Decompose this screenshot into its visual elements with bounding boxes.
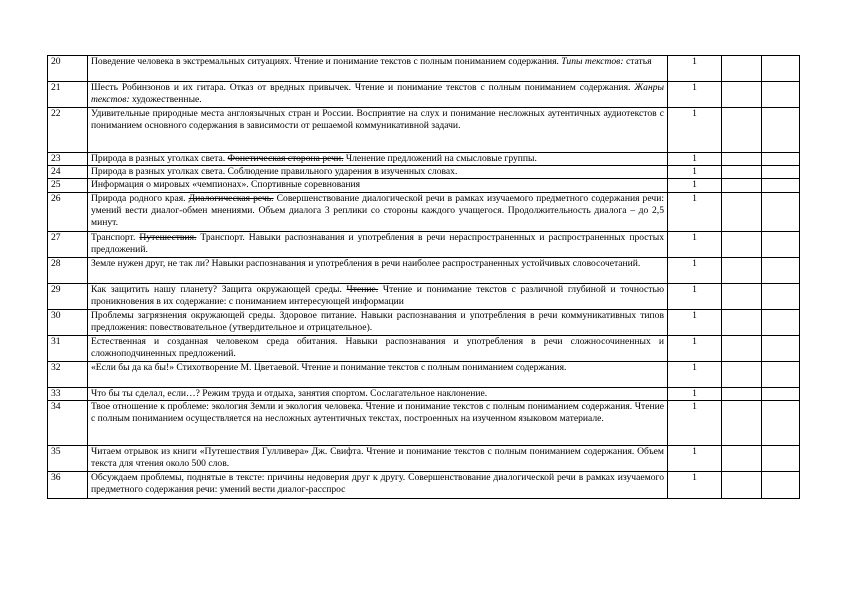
date-cell — [762, 400, 800, 445]
lesson-hours: 1 — [668, 153, 722, 166]
lesson-hours: 1 — [668, 56, 722, 82]
lesson-topic-text: Удивительные природные места англоязычных стран и России. Восприятие на слух и понимание несложных аутентичных аудиотекстов с пониманием основного содержания в зависимости от решаемой коммуникативной задачи. — [91, 108, 664, 132]
table-row — [48, 471, 800, 498]
lesson-topic-struck: Фонетическая сторона речи. — [227, 153, 344, 164]
lesson-topic-text-continued: статья — [623, 56, 652, 67]
date-cell — [722, 471, 762, 498]
table-row — [48, 108, 800, 153]
lesson-topic — [88, 361, 668, 387]
lesson-topic — [88, 335, 668, 361]
lesson-number: 33 — [48, 387, 88, 400]
lesson-hours: 1 — [668, 179, 722, 192]
table-row — [48, 335, 800, 361]
lesson-topic — [88, 445, 668, 471]
lesson-topic-italic: Жанры текстов: — [91, 82, 664, 106]
lesson-topic-struck: Диалогическая речь. — [188, 192, 274, 204]
date-cell — [722, 400, 762, 445]
lesson-number: 29 — [48, 283, 88, 309]
date-cell — [762, 257, 800, 283]
lesson-hours: 1 — [668, 231, 722, 257]
lesson-topic-text: Читаем отрывок из книги «Путешествия Гулливера» Дж. Свифта. Чтение и понимание текстов с полным пониманием содержания. Объем текста для чтения около 500 слов. — [91, 445, 664, 470]
lesson-hours: 1 — [668, 400, 722, 445]
lesson-number: 34 — [48, 400, 88, 445]
table-row — [48, 56, 800, 82]
date-cell — [762, 179, 800, 192]
date-cell — [722, 192, 762, 231]
date-cell — [722, 108, 762, 153]
lesson-topic-text-continued: художественные. — [129, 94, 202, 106]
lesson-topic — [88, 309, 668, 335]
lesson-hours: 1 — [668, 257, 722, 283]
lesson-topic — [88, 166, 668, 179]
lesson-number: 35 — [48, 445, 88, 471]
lesson-topic — [88, 387, 668, 400]
lesson-number: 23 — [48, 153, 88, 166]
lesson-topic-text-continued: Чтение и понимание текстов с различной глубиной и точностью проникновения в их содержание: с пониманием интересующей информации — [91, 283, 664, 307]
lesson-plan-table — [47, 55, 800, 499]
table-row — [48, 231, 800, 257]
date-cell — [722, 283, 762, 309]
table-row — [48, 192, 800, 231]
lesson-topic — [88, 257, 668, 283]
lesson-topic-text: Природа родного края. — [91, 192, 189, 204]
lesson-number: 30 — [48, 309, 88, 335]
date-cell — [722, 445, 762, 471]
lesson-topic — [88, 231, 668, 257]
table-row — [48, 400, 800, 445]
lesson-topic-text: Шесть Робинзонов и их гитара. Отказ от вредных привычек. Чтение и понимание текстов с полным пониманием содержания. — [91, 82, 635, 93]
lesson-number: 20 — [48, 56, 88, 82]
lesson-topic-text: Поведение человека в экстремальных ситуациях. Чтение и понимание текстов с полным пониманием содержания. — [91, 56, 562, 67]
lesson-topic-text: Земле нужен друг, не так ли? Навыки распознавания и употребления в речи наиболее распространенных устойчивых словосочетаний. — [91, 257, 641, 269]
lesson-hours: 1 — [668, 309, 722, 335]
table-row — [48, 283, 800, 309]
date-cell — [722, 179, 762, 192]
lesson-number: 28 — [48, 257, 88, 283]
lesson-topic-text: Твое отношение к проблеме: экология Земли и экология человека. Чтение и понимание текстов с полным пониманием содержания. Чтение с полным пониманием осуществляется на несложных аутентичных текстах, построенных на изученном языковом материале. — [91, 400, 664, 425]
table-row — [48, 82, 800, 108]
lesson-topic-text: Транспорт. — [91, 231, 140, 243]
date-cell — [762, 231, 800, 257]
lesson-topic-text: Естественная и созданная человеком среда обитания. Навыки распознавания и употребления в речи сложносочиненных и сложноподчиненных предложений. — [91, 335, 664, 359]
date-cell — [762, 82, 800, 108]
lesson-hours: 1 — [668, 108, 722, 153]
lesson-number: 32 — [48, 361, 88, 387]
table-row — [48, 179, 800, 192]
lesson-topic-struck: Чтение. — [346, 283, 379, 295]
date-cell — [762, 361, 800, 387]
lesson-topic — [88, 153, 668, 166]
date-cell — [722, 231, 762, 257]
lesson-topic-text: Природа в разных уголках света. Соблюдение правильного ударения в изученных словах. — [91, 166, 458, 178]
lesson-topic-text: Проблемы загрязнения окружающей среды. Здоровое питание. Навыки распознавания и употребления в речи коммуникативных типов предложения: повествовательное (утвердительное и отрицательное). — [91, 309, 664, 333]
date-cell — [762, 387, 800, 400]
lesson-number: 25 — [48, 179, 88, 192]
lesson-plan-body — [48, 56, 800, 499]
date-cell — [722, 335, 762, 361]
table-row — [48, 257, 800, 283]
date-cell — [762, 335, 800, 361]
lesson-topic-text: Информация о мировых «чемпионах». Спортивные соревнования — [91, 179, 361, 191]
lesson-topic-text: Как защитить нашу планету? Защита окружающей среды. — [91, 283, 347, 295]
lesson-hours: 1 — [668, 445, 722, 471]
lesson-number: 31 — [48, 335, 88, 361]
date-cell — [762, 283, 800, 309]
lesson-topic-text: Обсуждаем проблемы, поднятые в тексте: причины недоверия друг к другу. Совершенствование диалогической речи в рамках изучаемого предметного содержания речи: умений вести диалог-расспрос — [91, 471, 664, 496]
table-row — [48, 153, 800, 166]
lesson-topic-text: Природа в разных уголках света. — [91, 153, 228, 164]
date-cell — [762, 108, 800, 153]
table-row — [48, 166, 800, 179]
lesson-hours: 1 — [668, 361, 722, 387]
lesson-hours: 1 — [668, 166, 722, 179]
lesson-topic — [88, 192, 668, 231]
date-cell — [762, 153, 800, 166]
lesson-hours: 1 — [668, 471, 722, 498]
lesson-hours: 1 — [668, 335, 722, 361]
lesson-topic-text: «Если бы да ка бы!» Стихотворение М. Цветаевой. Чтение и понимание текстов с полным пониманием содержания. — [91, 361, 567, 373]
lesson-topic — [88, 471, 668, 498]
lesson-topic — [88, 82, 668, 108]
lesson-number: 36 — [48, 471, 88, 498]
lesson-topic-italic: Типы текстов: — [561, 56, 624, 67]
date-cell — [722, 361, 762, 387]
lesson-topic-text-continued: Транспорт. Навыки распознавания и употребления в речи нераспространенных и распространенных простых предложений. — [91, 231, 664, 255]
date-cell — [762, 56, 800, 82]
lesson-topic-text-continued: Членение предложений на смысловые группы. — [343, 153, 537, 164]
date-cell — [762, 192, 800, 231]
date-cell — [722, 309, 762, 335]
lesson-number: 26 — [48, 192, 88, 231]
lesson-topic-struck: Путешествия. — [139, 231, 197, 243]
lesson-number: 21 — [48, 82, 88, 108]
date-cell — [762, 309, 800, 335]
lesson-number: 27 — [48, 231, 88, 257]
date-cell — [762, 471, 800, 498]
date-cell — [722, 257, 762, 283]
lesson-topic-text: Что бы ты сделал, если…? Режим труда и отдыха, занятия спортом. Сослагательное наклонение. — [91, 387, 488, 399]
date-cell — [722, 153, 762, 166]
table-row — [48, 361, 800, 387]
date-cell — [722, 82, 762, 108]
table-row — [48, 387, 800, 400]
lesson-hours: 1 — [668, 283, 722, 309]
lesson-topic — [88, 400, 668, 445]
date-cell — [722, 387, 762, 400]
lesson-topic — [88, 108, 668, 153]
date-cell — [722, 56, 762, 82]
table-row — [48, 445, 800, 471]
lesson-topic-text-continued: Совершенствование диалогической речи в рамках изучаемого предметного содержания речи: умений вести диалог-обмен мнениями. Объем диалога 3 реплики со стороны каждого учащегося. Продолжительность диалога – до 2,5 минут. — [91, 192, 664, 229]
date-cell — [722, 166, 762, 179]
lesson-topic — [88, 179, 668, 192]
lesson-number: 24 — [48, 166, 88, 179]
lesson-topic — [88, 283, 668, 309]
lesson-hours: 1 — [668, 192, 722, 231]
lesson-number: 22 — [48, 108, 88, 153]
lesson-hours: 1 — [668, 82, 722, 108]
table-row — [48, 309, 800, 335]
date-cell — [762, 166, 800, 179]
date-cell — [762, 445, 800, 471]
lesson-hours: 1 — [668, 387, 722, 400]
lesson-topic — [88, 56, 668, 82]
